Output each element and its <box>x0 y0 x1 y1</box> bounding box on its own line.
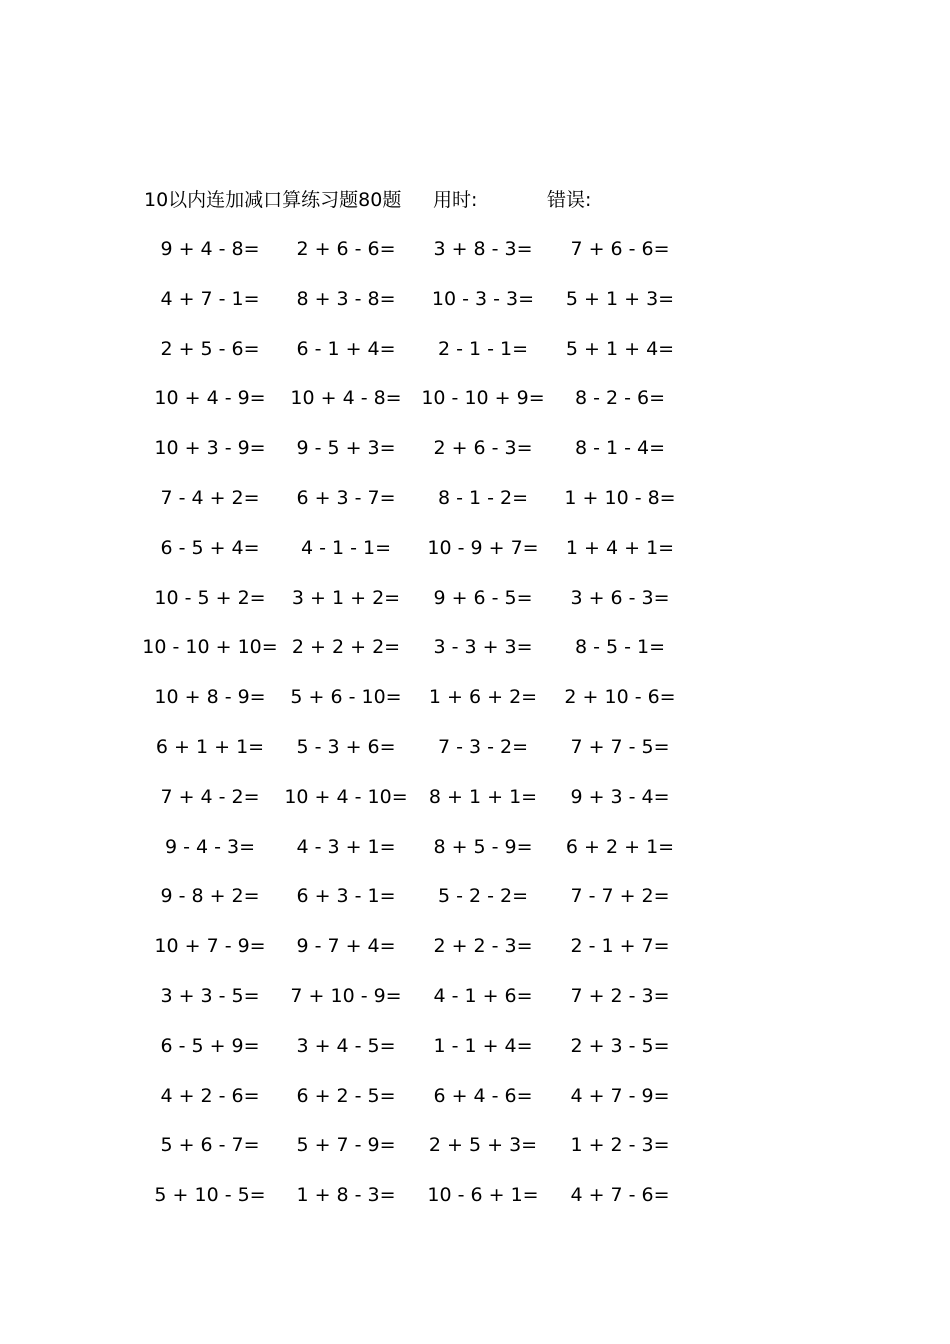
math-problem: 7 - 3 - 2= <box>437 735 529 758</box>
math-problem: 10 - 9 + 7= <box>427 536 539 559</box>
problem-row <box>140 783 700 833</box>
math-problem: 10 + 7 - 9= <box>154 935 266 958</box>
math-problem: 8 + 3 - 8= <box>296 287 396 310</box>
math-problem: 5 - 3 + 6= <box>296 735 396 758</box>
errors-label: 错误: <box>547 189 592 211</box>
math-problem: 6 + 2 + 1= <box>565 835 675 858</box>
math-problem: 8 - 5 - 1= <box>574 636 666 659</box>
math-problem: 10 + 3 - 9= <box>154 437 266 460</box>
math-problem: 4 + 7 - 6= <box>570 1184 670 1207</box>
math-problem: 1 - 1 + 4= <box>433 1034 533 1057</box>
problem-row <box>140 982 700 1032</box>
math-problem: 2 + 5 - 6= <box>160 337 260 360</box>
math-problem: 5 + 1 + 4= <box>565 337 675 360</box>
math-problem: 7 + 2 - 3= <box>570 984 670 1007</box>
problem-row <box>140 683 700 733</box>
math-problem: 6 - 5 + 9= <box>160 1034 260 1057</box>
math-problem: 5 + 10 - 5= <box>154 1184 266 1207</box>
math-problem: 5 + 6 - 10= <box>290 686 402 709</box>
math-problem: 2 + 6 - 3= <box>433 437 533 460</box>
problem-row <box>140 285 700 335</box>
math-problem: 3 + 1 + 2= <box>291 586 401 609</box>
math-problem: 8 - 1 - 4= <box>574 437 666 460</box>
math-problem: 5 + 6 - 7= <box>160 1134 260 1157</box>
math-problem: 5 - 2 - 2= <box>437 885 529 908</box>
math-problem: 9 + 3 - 4= <box>570 785 670 808</box>
math-problem: 4 + 7 - 9= <box>570 1084 670 1107</box>
math-problem: 4 + 2 - 6= <box>160 1084 260 1107</box>
math-problem: 8 - 2 - 6= <box>574 387 666 410</box>
math-problem: 1 + 4 + 1= <box>565 536 675 559</box>
math-problem: 10 - 3 - 3= <box>431 287 535 310</box>
problem-row <box>140 1032 700 1082</box>
math-problem: 9 + 4 - 8= <box>160 238 260 260</box>
problem-row <box>140 733 700 783</box>
math-problem: 6 - 1 + 4= <box>296 337 396 360</box>
problem-row <box>140 633 700 683</box>
math-problem: 9 - 5 + 3= <box>296 437 396 460</box>
math-problem: 7 - 7 + 2= <box>570 885 670 908</box>
math-problem: 3 + 4 - 5= <box>296 1034 396 1057</box>
problem-row <box>140 584 700 634</box>
problem-row <box>140 932 700 982</box>
math-problem: 6 - 5 + 4= <box>160 536 260 559</box>
math-problem: 3 + 8 - 3= <box>433 238 533 260</box>
math-problem: 6 + 1 + 1= <box>155 735 265 758</box>
math-problem: 10 + 4 - 10= <box>284 785 408 808</box>
math-problem: 2 + 5 + 3= <box>428 1134 538 1157</box>
math-problem: 2 + 10 - 6= <box>564 686 676 709</box>
math-problem: 8 + 5 - 9= <box>433 835 533 858</box>
math-problem: 10 - 10 + 10= <box>142 636 278 659</box>
math-problem: 10 - 10 + 9= <box>421 387 545 410</box>
math-problem: 3 + 6 - 3= <box>570 586 670 609</box>
math-problem: 2 + 2 - 3= <box>433 935 533 958</box>
problem-row <box>140 534 700 584</box>
math-problem: 2 - 1 - 1= <box>437 337 529 360</box>
math-problem: 8 - 1 - 2= <box>437 486 529 509</box>
worksheet-title: 10以内连加减口算练习题80题 <box>144 189 402 211</box>
math-problem: 9 - 8 + 2= <box>160 885 260 908</box>
problem-row <box>140 384 700 434</box>
math-problem: 1 + 6 + 2= <box>428 686 538 709</box>
math-problem: 10 + 8 - 9= <box>154 686 266 709</box>
math-problem: 2 + 3 - 5= <box>570 1034 670 1057</box>
math-problem: 7 + 7 - 5= <box>570 735 670 758</box>
math-problem: 5 + 7 - 9= <box>296 1134 396 1157</box>
math-problem: 8 + 1 + 1= <box>428 785 538 808</box>
math-problem: 7 + 6 - 6= <box>570 238 670 260</box>
math-problem: 10 + 4 - 9= <box>154 387 266 410</box>
math-problem: 1 + 10 - 8= <box>564 486 676 509</box>
math-problem: 2 - 1 + 7= <box>570 935 670 958</box>
math-problem: 6 + 4 - 6= <box>433 1084 533 1107</box>
time-label: 用时: <box>433 189 478 211</box>
math-problem: 4 - 1 - 1= <box>300 536 392 559</box>
math-problem: 2 + 2 + 2= <box>291 636 401 659</box>
problem-row <box>140 484 700 534</box>
math-problem: 7 + 10 - 9= <box>290 984 402 1007</box>
math-problem: 4 - 1 + 6= <box>433 984 533 1007</box>
problem-grid <box>140 235 700 1231</box>
problem-row <box>140 833 700 883</box>
problem-row <box>140 882 700 932</box>
problem-row <box>140 1181 700 1231</box>
worksheet-header <box>144 186 664 214</box>
math-problem: 6 + 2 - 5= <box>296 1084 396 1107</box>
math-problem: 7 - 4 + 2= <box>160 486 260 509</box>
math-problem: 10 + 4 - 8= <box>290 387 402 410</box>
math-problem: 6 + 3 - 1= <box>296 885 396 908</box>
math-problem: 5 + 1 + 3= <box>565 287 675 310</box>
problem-row <box>140 235 700 285</box>
math-problem: 9 - 7 + 4= <box>296 935 396 958</box>
math-problem: 4 - 3 + 1= <box>296 835 396 858</box>
math-problem: 3 + 3 - 5= <box>160 984 260 1007</box>
math-problem: 2 + 6 - 6= <box>296 238 396 260</box>
problem-row <box>140 1082 700 1132</box>
math-problem: 1 + 8 - 3= <box>296 1184 396 1207</box>
math-problem: 9 - 4 - 3= <box>164 835 256 858</box>
problem-row <box>140 335 700 385</box>
math-problem: 1 + 2 - 3= <box>570 1134 670 1157</box>
math-problem: 4 + 7 - 1= <box>160 287 260 310</box>
math-problem: 10 - 5 + 2= <box>154 586 266 609</box>
math-problem: 10 - 6 + 1= <box>427 1184 539 1207</box>
math-problem: 9 + 6 - 5= <box>433 586 533 609</box>
math-problem: 6 + 3 - 7= <box>296 486 396 509</box>
math-problem: 7 + 4 - 2= <box>160 785 260 808</box>
math-problem: 3 - 3 + 3= <box>433 636 533 659</box>
problem-row <box>140 1131 700 1181</box>
problem-row <box>140 434 700 484</box>
